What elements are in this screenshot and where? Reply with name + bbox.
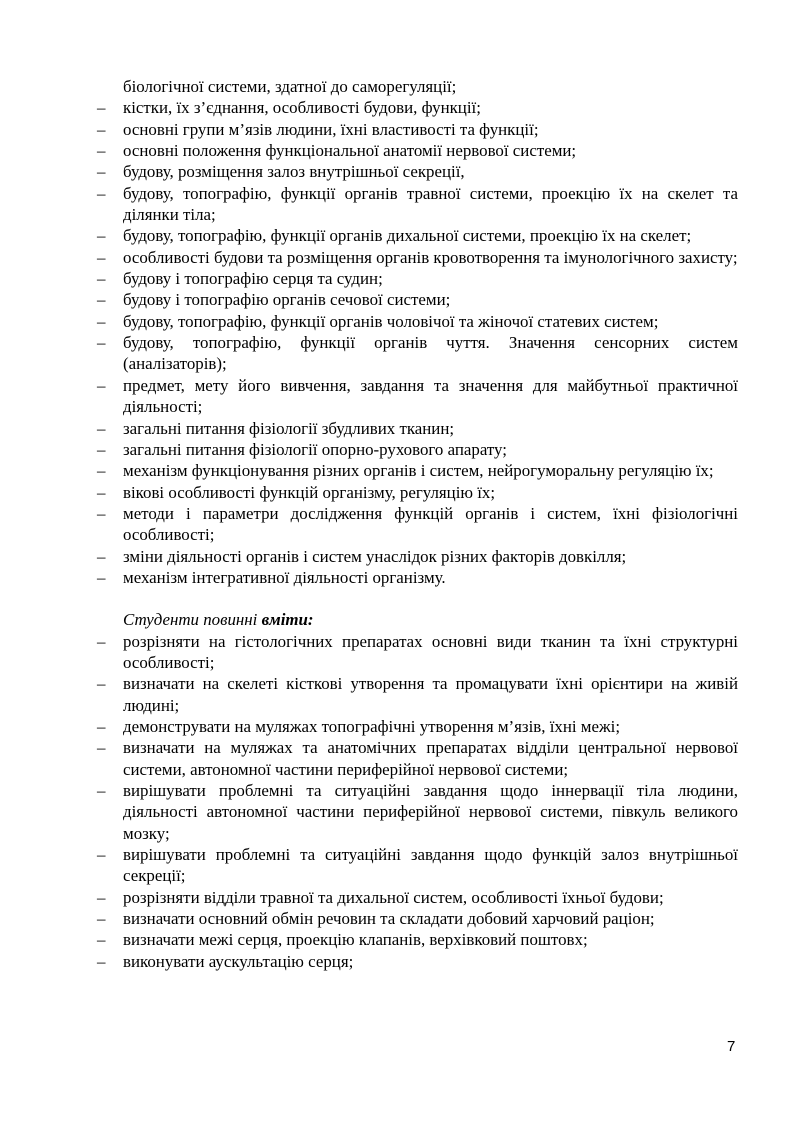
list-item: – загальні питання фізіології опорно-рухового апарату; [106, 439, 738, 460]
list-item: – будову, топографію, функції органів чуття. Значення сенсорних систем (аналізаторів); [106, 332, 738, 375]
list-item: – будову, топографію, функції органів дихальної системи, проекцію їх на скелет; [106, 225, 738, 246]
list-item: – будову і топографію органів сечової системи; [106, 289, 738, 310]
list-item: – основні групи м’язів людини, їхні властивості та функції; [106, 119, 738, 140]
list-item: – кістки, їх з’єднання, особливості будови, функції; [106, 97, 738, 118]
list-item: – визначати на муляжах та анатомічних препаратах відділи центральної нервової системи, автономної частини периферійної нервової системи; [106, 737, 738, 780]
list-item: – методи і параметри дослідження функцій органів і систем, їхні фізіологічні особливості; [106, 503, 738, 546]
list-item: – виконувати аускультацію серця; [106, 951, 738, 972]
list-item: – загальні питання фізіології збудливих тканин; [106, 418, 738, 439]
skills-list [106, 631, 738, 973]
list-item: – особливості будови та розміщення органів кровотворення та імунологічного захисту; [106, 247, 738, 268]
skills-heading-prefix: Студенти повинні [123, 610, 262, 630]
list-item: – вікові особливості функцій організму, регуляцію їх; [106, 482, 738, 503]
list-item: – розрізняти відділи травної та дихальної систем, особливості їхньої будови; [106, 887, 738, 908]
list-item: – будову і топографію серця та судин; [106, 268, 738, 289]
page-number: 7 [727, 1038, 736, 1055]
list-item: – зміни діяльності органів і систем унаслідок різних факторів довкілля; [106, 546, 738, 567]
list-item: – механізм функціонування різних органів і систем, нейрогуморальну регуляцію їх; [106, 460, 738, 481]
list-item: – будову, топографію, функції органів травної системи, проекцію їх на скелет та ділянки тіла; [106, 183, 738, 226]
list-item: – будову, розміщення залоз внутрішньої секреції, [106, 161, 738, 182]
list-item: – розрізняти на гістологічних препаратах основні види тканин та їхні структурні особливості; [106, 631, 738, 674]
list-item: – вирішувати проблемні та ситуаційні завдання щодо іннервації тіла людини, діяльності автономної частини периферійної нервової системи, півкуль великого мозку; [106, 780, 738, 844]
skills-heading-emphasis: вміти: [261, 610, 314, 630]
list-item: – основні положення функціональної анатомії нервової системи; [106, 140, 738, 161]
skills-heading [106, 609, 738, 630]
list-item: – визначати основний обмін речовин та складати добовий харчовий раціон; [106, 908, 738, 929]
list-item-continuation: біологічної системи, здатної до саморегуляції; [123, 77, 457, 96]
list-item: – вирішувати проблемні та ситуаційні завдання щодо функцій залоз внутрішньої секреції; [106, 844, 738, 887]
list-item: – предмет, мету його вивчення, завдання та значення для майбутньої практичної діяльності; [106, 375, 738, 418]
list-item: – визначати на скелеті кісткові утворення та промацувати їхні орієнтири на живій людині; [106, 673, 738, 716]
knowledge-list [106, 76, 738, 588]
list-item: – будову, топографію, функції органів чоловічої та жіночої статевих систем; [106, 311, 738, 332]
list-item: – демонструвати на муляжах топографічні утворення м’язів, їхні межі; [106, 716, 738, 737]
list-item: – визначати межі серця, проекцію клапанів, верхівковий поштовх; [106, 929, 738, 950]
list-item: – механізм інтегративної діяльності організму. [106, 567, 738, 588]
